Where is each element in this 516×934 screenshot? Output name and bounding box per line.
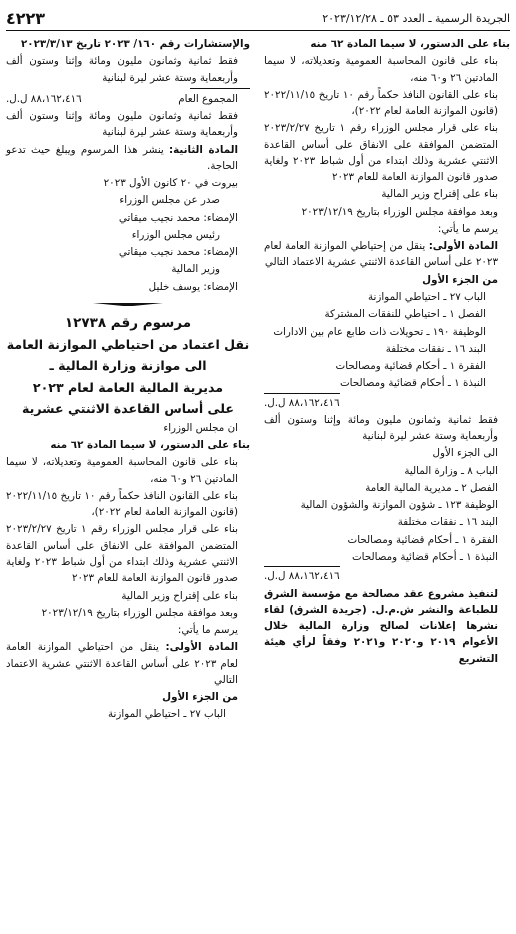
amount-row — [264, 393, 510, 411]
to-line: الباب ٨ ـ وزارة المالية — [404, 464, 498, 477]
article-one-text: ينقل من إحتياطي الموازنة العامة لعام ٢٠٢٣ على أساس القاعدة الاثنتي عشرية الاعتماد التالي — [264, 240, 498, 269]
purpose-text: لتنفيذ مشروع عقد مصالحة مع مؤسسة الشرق للطباعة والنشر ش.م.ل. (جريدة الشرق) لقاء نشرها إعلانات لصالح وزارة المالية خلال الأعوام ٢٠١٩ و٢٠٢٠ و٢٠٢١ وفقاً لرأي هيئة التشريع — [264, 587, 498, 665]
preamble-approval: وبعد موافقة مجلس الوزراء بتاريخ ٢٠٢٣/١٢/١٩ — [301, 205, 498, 218]
article-one-label: المادة الأولى: — [165, 641, 238, 654]
article-one-text: ينقل من احتياطي الموازنة العامة لعام ٢٠٢٣ على أساس القاعدة الاثنتي عشرية الاعتماد التالي — [6, 641, 239, 686]
amount-in-words: فقط ثمانية وثمانون مليون ومائة وإثنا وستون ألف وأربعماية وستة عشر ليرة لبنانية — [6, 55, 238, 84]
from-line: الباب ٢٧ ـ احتياطي الموازنة — [368, 290, 486, 303]
rule — [190, 88, 250, 89]
preamble-proposal: بناء على إقتراح وزير المالية — [381, 188, 498, 201]
right-column — [264, 36, 510, 668]
to-line: البند ١٦ ـ نفقات مختلفة — [397, 516, 498, 529]
preamble-budget-law: بناء على القانون النافذ حكماً رقم ١٠ تاريخ ٢٠٢٢/١١/١٥ (قانون الموازنة العامة لعام ٢٠٢٢)، — [6, 489, 238, 519]
preamble-constitution: بناء على الدستور، لا سيما المادة ٦٢ منه — [50, 439, 250, 452]
section-divider — [93, 301, 163, 307]
preamble-accounting-law: بناء على قانون المحاسبة العمومية وتعديلاته، لا سيما المادتين ٢٦ و٦٠ منه، — [264, 55, 498, 84]
amount-value: ٨٨،١٦٢،٤١٦ ل.ل. — [264, 566, 340, 584]
preamble-cabinet-decision: بناء على قرار مجلس الوزراء رقم ١ تاريخ ٢٠٢٣/٢/٢٧ المتضمن الموافقة على الانفاق على أساس القاعدة الاثنتي عشرية وذلك ابتداء من أول شباط ٢٠٢٣ ولغاية صدور قانون الموازنة العامة للعام ٢٠٢٣ — [264, 122, 499, 184]
pm-title: رئيس مجلس الوزراء — [131, 228, 220, 241]
amount-value: ٨٨،١٦٢،٤١٦ ل.ل. — [264, 393, 340, 411]
decree-title-line: على أساس القاعدة الاثنتي عشرية — [21, 400, 235, 416]
place-date: بيروت في ٢٠ كانون الأول ٢٠٢٣ — [103, 177, 238, 190]
article-one — [264, 238, 510, 271]
from-part-heading: من الجزء الأول — [162, 691, 238, 704]
decree-title-line: الى موازنة وزارة المالية ـ — [49, 358, 207, 374]
preamble-constitution: بناء على الدستور، لا سيما المادة ٦٢ منه — [310, 38, 510, 50]
decrees-statement: يرسم ما يأتي: — [437, 222, 498, 235]
to-line: الفصل ٢ ـ مديرية المالية العامة — [365, 481, 498, 494]
from-line: النبذة ١ ـ أحكام قضائية ومصالحات — [339, 377, 486, 390]
preamble-accounting-law: بناء على قانون المحاسبة العمومية وتعديلاته، لا سيما المادتين ٢٦ و٦٠ منه، — [6, 456, 238, 485]
from-line: الباب ٢٧ ـ احتياطي الموازنة — [108, 708, 226, 721]
grand-total-label: المجموع العام — [178, 92, 238, 105]
to-line: الوظيفة ١٢٣ ـ شؤون الموازنة والشؤون المالية — [300, 499, 498, 512]
publication-title: الجريدة الرسمية ـ العدد ٥٣ ـ ٢٠٢٣/١٢/٢٨ — [322, 11, 510, 25]
signature-2: الإمضاء: محمد نجيب ميقاتي — [118, 246, 238, 259]
signature-3: الإمضاء: يوسف خليل — [148, 280, 238, 293]
article-one — [6, 639, 250, 688]
to-line: الفقرة ١ ـ أحكام قضائية ومصالحات — [347, 533, 498, 546]
from-line: الفقرة ١ ـ أحكام قضائية ومصالحات — [335, 360, 486, 373]
from-line: الفصل ١ ـ احتياطي للنفقات المشتركة — [324, 308, 486, 321]
decree-title-line: نقل اعتماد من احتياطي الموازنة العامة — [6, 337, 250, 353]
amount-in-words: فقط ثمانية وثمانون مليون ومائة وإثنا وستون ألف وأربعماية وستة عشر ليرة لبنانية — [264, 413, 498, 443]
grand-total-value: ٨٨،١٦٢،٤١٦ ل.ل. — [6, 92, 82, 105]
decrees-statement: يرسم ما يأتي: — [177, 624, 238, 637]
finance-minister-title: وزير المالية — [171, 263, 220, 276]
signature-1: الإمضاء: محمد نجيب ميقاتي — [118, 211, 238, 224]
preamble-budget-law: بناء على القانون النافذ حكماً رقم ١٠ تاريخ ٢٠٢٢/١١/١٥ (قانون الموازنة العامة لعام ٢٠٢٢)، — [264, 88, 498, 118]
issued-by: صدر عن مجلس الوزراء — [119, 194, 220, 207]
decree-number: مرسوم رقم ١٢٧٣٨ — [64, 314, 192, 331]
from-line: الوظيفة ١٩٠ ـ تحويلات ذات طابع عام بين الادارات — [273, 325, 486, 338]
left-column — [6, 36, 250, 724]
page-header — [6, 6, 510, 31]
council-statement: ان مجلس الوزراء — [163, 421, 238, 434]
grand-total-row — [6, 91, 250, 107]
preamble-cabinet-decision: بناء على قرار مجلس الوزراء رقم ١ تاريخ ٢٠٢٣/٢/٢٧ المتضمن الموافقة على الانفاق على أساس القاعدة الاثنتي عشرية وذلك ابتداء من أول شباط ٢٠٢٣ ولغاية صدور قانون الموازنة العامة للعام ٢٠٢٣ — [6, 523, 239, 585]
to-part-heading: الى الجزء الأول — [432, 447, 498, 460]
to-line: النبذة ١ ـ أحكام قضائية ومصالحات — [351, 550, 498, 563]
from-part-heading: من الجزء الأول — [422, 273, 498, 286]
decree-title-line: مديرية المالية العامة لعام ٢٠٢٣ — [32, 379, 224, 395]
preamble-approval: وبعد موافقة مجلس الوزراء بتاريخ ٢٠٢٣/١٢/١٩ — [41, 606, 238, 619]
article-two-text: ينشر هذا المرسوم ويبلغ حيث تدعو الحاجة. — [6, 143, 238, 172]
consultation-ref: والإستشارات رقم ١٦٠/ ٢٠٢٣ تاريخ ٢٠٢٣/٣/١٣ — [21, 38, 250, 50]
article-two-label: المادة الثانية: — [169, 143, 238, 156]
article-two — [6, 142, 250, 175]
page-number: ٤٢٢٣ — [6, 8, 46, 28]
article-one-label: المادة الأولى: — [428, 240, 498, 253]
from-line: البند ١٦ ـ نفقات مختلفة — [385, 342, 486, 355]
amount-in-words: فقط ثمانية وثمانون مليون ومائة وإثنا وستون ألف وأربعماية وستة عشر ليرة لبنانية — [6, 110, 238, 139]
amount-row — [264, 566, 510, 584]
preamble-proposal: بناء على إقتراح وزير المالية — [121, 589, 238, 602]
